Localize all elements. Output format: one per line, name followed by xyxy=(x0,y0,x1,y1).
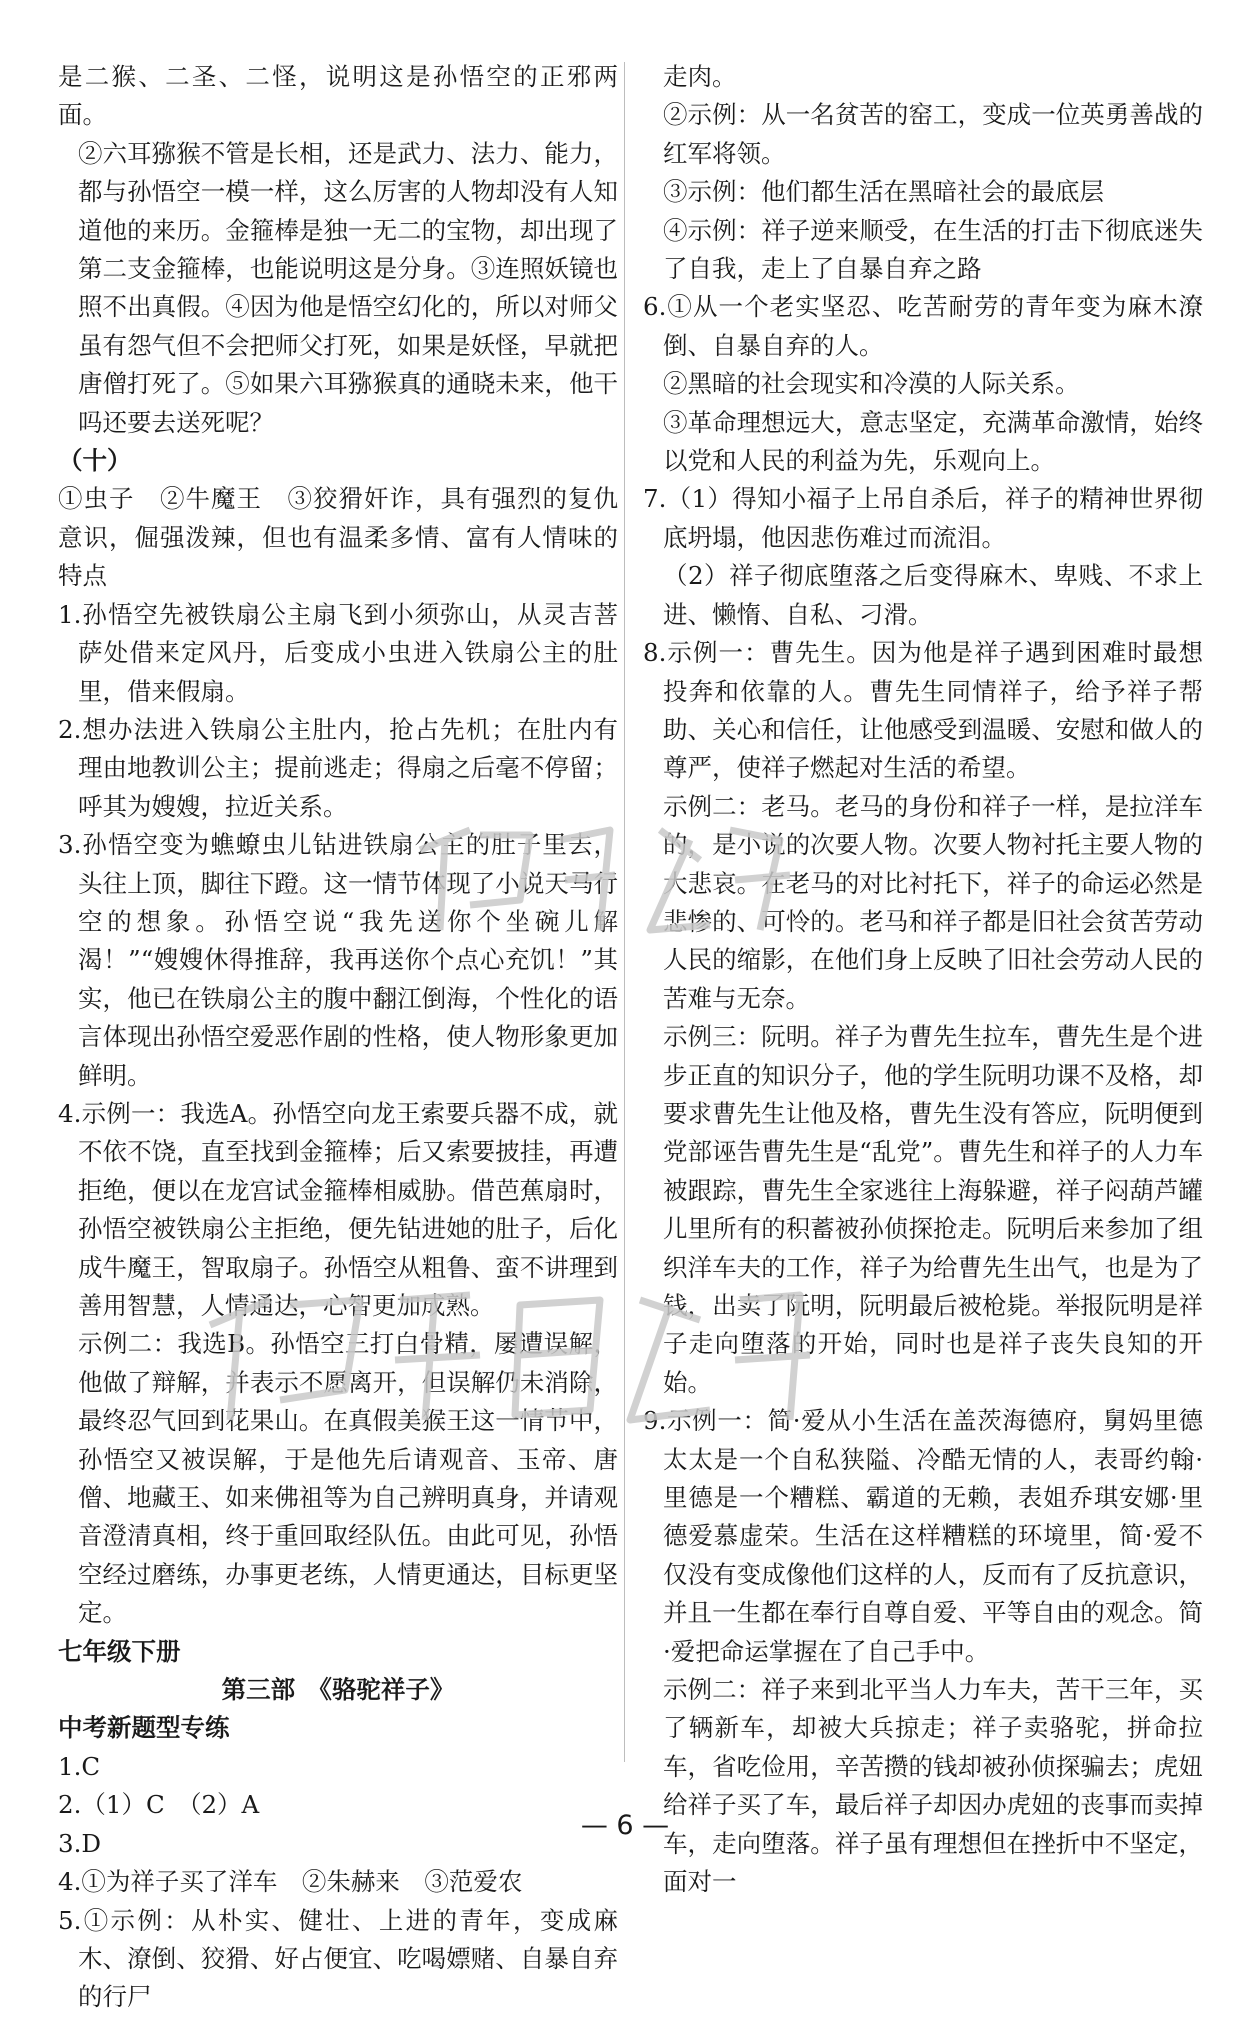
answer-paragraph: 示例二：我选B。孙悟空三打白骨精，屡遭误解，他做了辩解，并表示不愿离开，但误解仍未消除，最终忍气回到花果山。在真假美猴王这一情节中，孙悟空又被误解，于是他先后请观音、玉帝、唐僧、地藏王、如来佛祖等为自己辨明真身，并请观音澄清真相，终于重回取经队伍。由此可见，孙悟空经过磨练，办事更老练，人情更通达，目标更坚定。 xyxy=(78,1329,618,1628)
answer-paragraph: ②黑暗的社会现实和冷漠的人际关系。 xyxy=(663,369,1080,399)
answer-paragraph: （2）祥子彻底堕落之后变得麻木、卑贱、不求上进、懒惰、自私、刁滑。 xyxy=(663,561,1203,629)
answer-paragraph: 1.孙悟空先被铁扇公主扇飞到小须弥山，从灵吉菩萨处借来定风丹，后变成小虫进入铁扇公主的肚里，借来假扇。 xyxy=(58,599,618,706)
answer-paragraph: 6.①从一个老实坚忍、吃苦耐劳的青年变为麻木潦倒、自暴自弃的人。 xyxy=(643,292,1203,360)
answer-paragraph: 4.示例一：我选A。孙悟空向龙王索要兵器不成，就不依不饶，直至找到金箍棒；后又索要披挂，再遭拒绝，便以在龙宫试金箍棒相威胁。借芭蕉扇时，孙悟空被铁扇公主拒绝，便先钻进她的肚子，后化成牛魔王，智取扇子。孙悟空从粗鲁、蛮不讲理到善用智慧，人情通达，心智更加成熟。 xyxy=(58,1098,618,1320)
answer-paragraph: 走肉。 xyxy=(663,62,737,91)
left-column xyxy=(58,58,618,2017)
answer-paragraph: ③示例：他们都生活在黑暗社会的最底层 xyxy=(663,177,1104,207)
answer-paragraph: 2.想办法进入铁扇公主肚内，抢占先机；在肚内有理由地教训公主；提前逃走；得扇之后毫不停留；呼其为嫂嫂，拉近关系。 xyxy=(58,714,618,821)
answer-paragraph: 4.①为祥子买了洋车 ②朱赫来 ③范爱农 xyxy=(58,1867,523,1897)
answer-paragraph: ③革命理想远大，意志坚定，充满革命激情，始终以党和人民的利益为先，乐观向上。 xyxy=(663,407,1203,476)
section-heading: 七年级下册 xyxy=(58,1636,181,1666)
section-heading: 中考新题型专练 xyxy=(58,1713,230,1743)
answer-paragraph: 3.D xyxy=(58,1828,102,1858)
answer-paragraph: 5.①示例：从朴实、健壮、上进的青年，变成麻木、潦倒、狡猾、好占便宜、吃喝嫖赌、自暴自弃的行尸 xyxy=(58,1905,618,2012)
answer-paragraph: 示例二：祥子来到北平当人力车夫，苦干三年，买了辆新车，却被大兵掠走；祥子卖骆驼，拼命拉车，省吃俭用，辛苦攒的钱却被孙侦探骗去；虎妞给祥子买了车，最后祥子却因办虎妞的丧事而卖掉车，走向堕落。祥子虽有理想但在挫折中不坚定，面对一 xyxy=(663,1675,1203,1897)
answer-paragraph: 示例二：老马。老马的身份和祥子一样，是拉洋车的，是小说的次要人物。次要人物衬托主要人物的大悲哀。在老马的对比衬托下，祥子的命运必然是悲惨的、可怜的。老马和祥子都是旧社会贫苦劳动人民的缩影，在他们身上反映了旧社会劳动人民的苦难与无奈。 xyxy=(663,791,1203,1013)
answer-paragraph: ①虫子 ②牛魔王 ③狡猾奸诈，具有强烈的复仇意识，倔强泼辣，但也有温柔多情、富有人情味的特点 xyxy=(58,484,618,591)
part-title: 第三部 《骆驼祥子》 xyxy=(221,1675,455,1705)
answer-paragraph: 7.（1）得知小福子上吊自杀后，祥子的精神世界彻底坍塌，他因悲伤难过而流泪。 xyxy=(643,484,1203,552)
right-column xyxy=(643,58,1203,1902)
answer-paragraph: 3.孙悟空变为蟭蟟虫儿钻进铁扇公主的肚子里去，头往上顶，脚往下蹬。这一情节体现了小说天马行空的想象。孙悟空说“我先送你个坐碗儿解渴！”“嫂嫂休得推辞，我再送你个点心充饥！”其实，他已在铁扇公主的腹中翻江倒海，个性化的语言体现出孙悟空爱恶作剧的性格，使人物形象更加鲜明。 xyxy=(58,830,618,1090)
answer-paragraph: 8.示例一：曹先生。因为他是祥子遇到困难时最想投奔和依靠的人。曹先生同情祥子，给予祥子帮助、关心和信任，让他感受到温暖、安慰和做人的尊严，使祥子燃起对生活的希望。 xyxy=(643,638,1203,783)
answer-paragraph: ②六耳猕猴不管是长相，还是武力、法力、能力，都与孙悟空一模一样，这么厉害的人物却没有人知道他的来历。金箍棒是独一无二的宝物，却出现了第二支金箍棒，也能说明这是分身。③连照妖镜也照不出真假。④因为他是悟空幻化的，所以对师父虽有怨气但不会把师父打死，如果是妖怪，早就把唐僧打死了。⑤如果六耳猕猴真的通晓未来，他干吗还要去送死呢？ xyxy=(78,138,618,437)
answer-paragraph: 9.示例一：简·爱从小生活在盖茨海德府，舅妈里德太太是一个自私狭隘、冷酷无情的人，表哥约翰·里德是一个糟糕、霸道的无赖，表姐乔琪安娜·里德爱慕虚荣。生活在这样糟糕的环境里，简·爱不仅没有变成像他们这样的人，反而有了反抗意识，并且一生都在奉行自尊自爱、平等自由的观念。简·爱把命运掌握在了自己手中。 xyxy=(643,1406,1203,1666)
column-divider xyxy=(624,62,625,1762)
answer-paragraph: 是二猴、二圣、二怪，说明这是孙悟空的正邪两面。 xyxy=(58,62,618,130)
answer-paragraph: 示例三：阮明。祥子为曹先生拉车，曹先生是个进步正直的知识分子，他的学生阮明功课不及格，却要求曹先生让他及格，曹先生没有答应，阮明便到党部诬告曹先生是“乱党”。曹先生和祥子的人力车被跟踪，曹先生全家逃往上海躲避，祥子闷葫芦罐儿里所有的积蓄被孙侦探抢走。阮明后来参加了组织洋车夫的工作，祥子为给曹先生出气，也是为了钱，出卖了阮明，阮明最后被枪毙。举报阮明是祥子走向堕落的开始，同时也是祥子丧失良知的开始。 xyxy=(663,1022,1203,1397)
page-number: — 6 — xyxy=(580,1810,670,1841)
answer-paragraph: ④示例：祥子逆来顺受，在生活的打击下彻底迷失了自我，走上了自暴自弃之路 xyxy=(663,215,1203,284)
answer-paragraph: ②示例：从一名贫苦的窑工，变成一位英勇善战的红军将领。 xyxy=(663,100,1203,168)
answer-paragraph: 2.（1）C （2）A xyxy=(58,1790,260,1820)
section-heading: （十） xyxy=(58,446,132,476)
answer-paragraph: 1.C xyxy=(58,1751,101,1781)
